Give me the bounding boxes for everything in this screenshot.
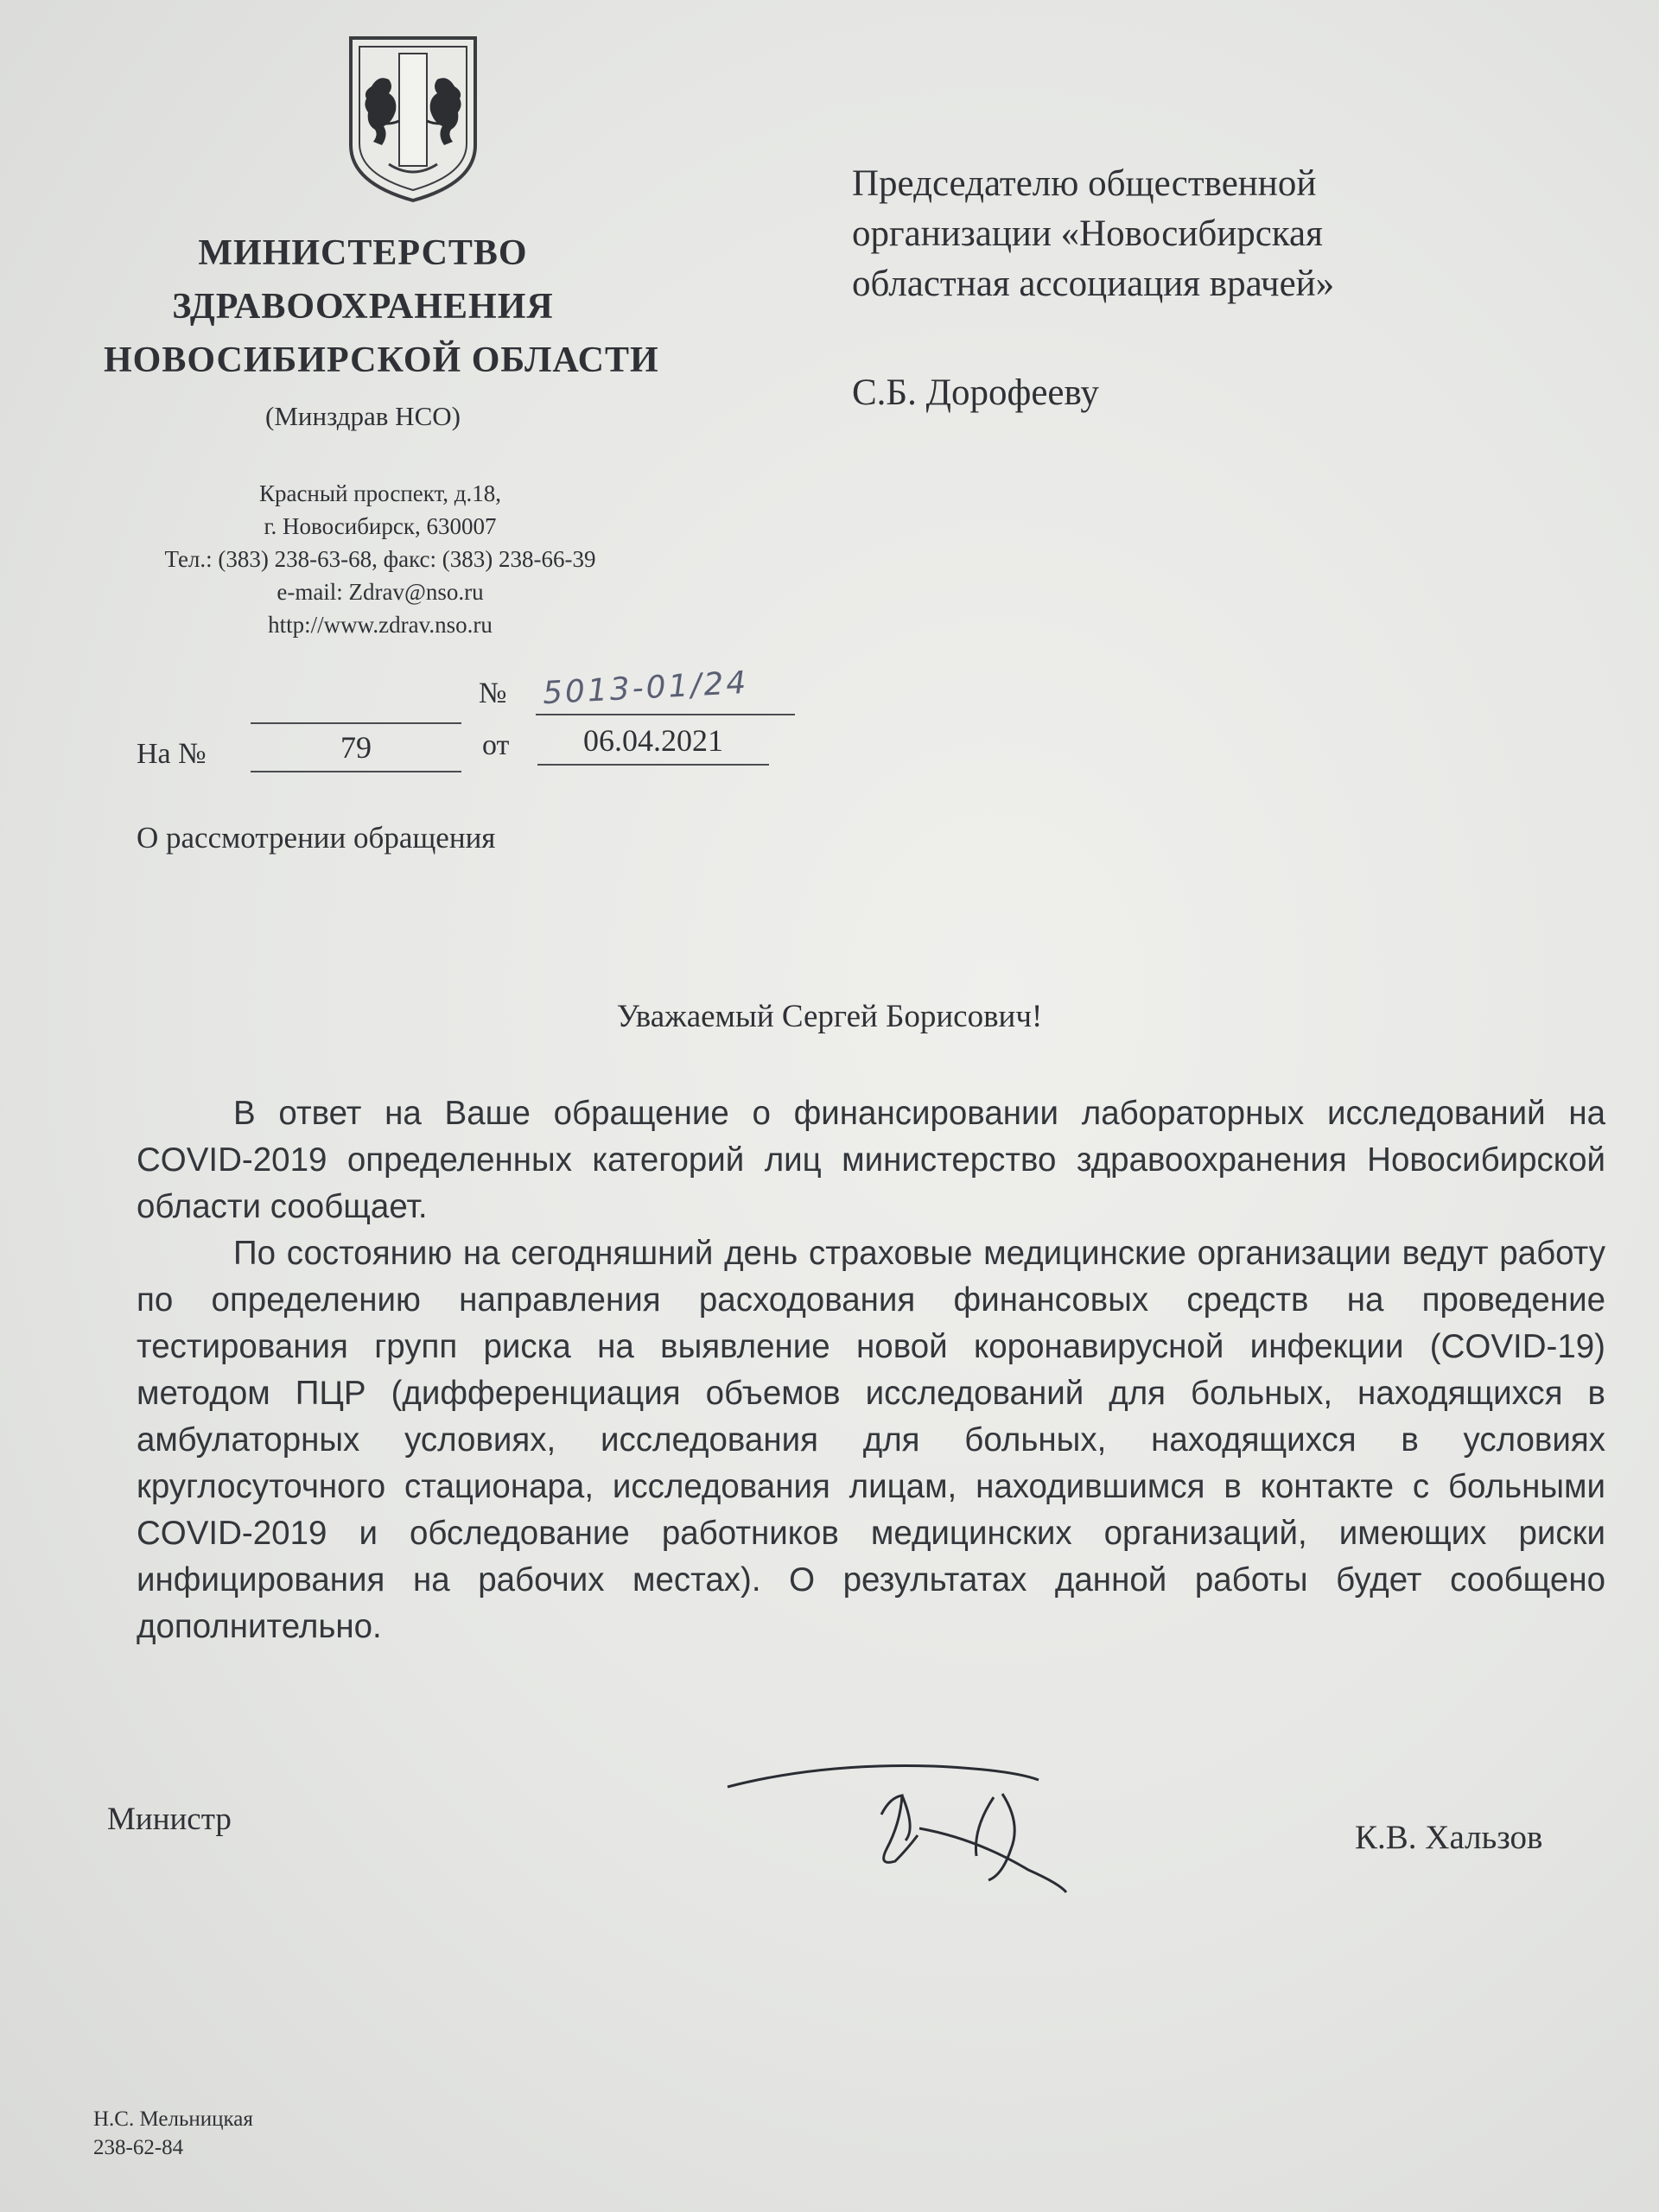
- performer-name: Н.С. Мельницкая: [93, 2107, 253, 2131]
- reply-date-line: [537, 764, 769, 766]
- performer-block: [93, 2105, 253, 2162]
- recipient-line-3: областная ассоциация врачей»: [852, 264, 1335, 304]
- signatory-name: К.В. Хальзов: [1355, 1819, 1543, 1856]
- body-paragraph-2: По состоянию на сегодняшний день страховые медицинские организации ведут работу по определению направления расходования финансовых средств на проведение тестирования групп риска на выявление новой коронавирусной инфекции (COVID-19) методом ПЦР (дифференциация объемов исследований для больных, находящихся в амбулаторных условиях, исследования для больных, находящихся в условиях круглосуточного стационара, исследования лицам, находившимся в контакте с больными COVID-2019 и обследование работников медицинских организаций, имеющих риски инфицирования на рабочих местах). О результатах данной работы будет сообщено дополнительно.: [137, 1235, 1605, 1645]
- letter-greeting: Уважаемый Сергей Борисович!: [616, 999, 1043, 1034]
- address-city: г. Новосибирск, 630007: [264, 513, 497, 539]
- address-street: Красный проспект, д.18,: [258, 480, 502, 506]
- recipient-line-2: организации «Новосибирская: [852, 213, 1323, 254]
- ministry-line-3: НОВОСИБИРСКОЙ ОБЛАСТИ: [104, 340, 659, 380]
- outgoing-number-value: 5013-01/24: [542, 664, 750, 712]
- handwritten-signature-icon: [717, 1745, 1184, 1901]
- ministry-line-2: ЗДРАВООХРАНЕНИЯ: [172, 287, 554, 327]
- performer-phone: 238-62-84: [93, 2136, 184, 2159]
- reply-number-label: На №: [137, 738, 207, 770]
- reply-date-label: от: [482, 729, 510, 761]
- reply-date-value: 06.04.2021: [583, 723, 723, 758]
- outgoing-number-line: [536, 714, 795, 715]
- outgoing-number-label: №: [479, 677, 507, 709]
- address-email: e-mail: Zdrav@nso.ru: [276, 579, 484, 605]
- letter-body: [137, 1090, 1605, 1650]
- recipient-block: [852, 159, 1509, 309]
- recipient-line-1: Председателю общественной: [852, 163, 1317, 204]
- signatory-title: Министр: [107, 1802, 232, 1837]
- reply-number-line: [251, 771, 461, 772]
- body-paragraph-1: В ответ на Ваше обращение о финансировании лабораторных исследований на COVID-2019 определенных категорий лиц министерство здравоохранения Новосибирской области сообщает.: [137, 1095, 1605, 1225]
- recipient-name: С.Б. Дорофееву: [852, 372, 1099, 413]
- ministry-line-1: МИНИСТЕРСТВО: [198, 233, 528, 273]
- ministry-abbreviation: (Минздрав НСО): [265, 401, 461, 431]
- coat-of-arms-icon: [346, 35, 480, 204]
- reply-number-value: 79: [340, 730, 372, 765]
- ministry-name: [104, 226, 659, 387]
- outgoing-date-line: [251, 722, 461, 724]
- address-website: http://www.zdrav.nso.ru: [268, 612, 493, 638]
- address-phone: Тел.: (383) 238-63-68, факс: (383) 238-66-39: [164, 546, 596, 572]
- ministry-address: [121, 477, 639, 641]
- letter-subject: О рассмотрении обращения: [137, 821, 496, 855]
